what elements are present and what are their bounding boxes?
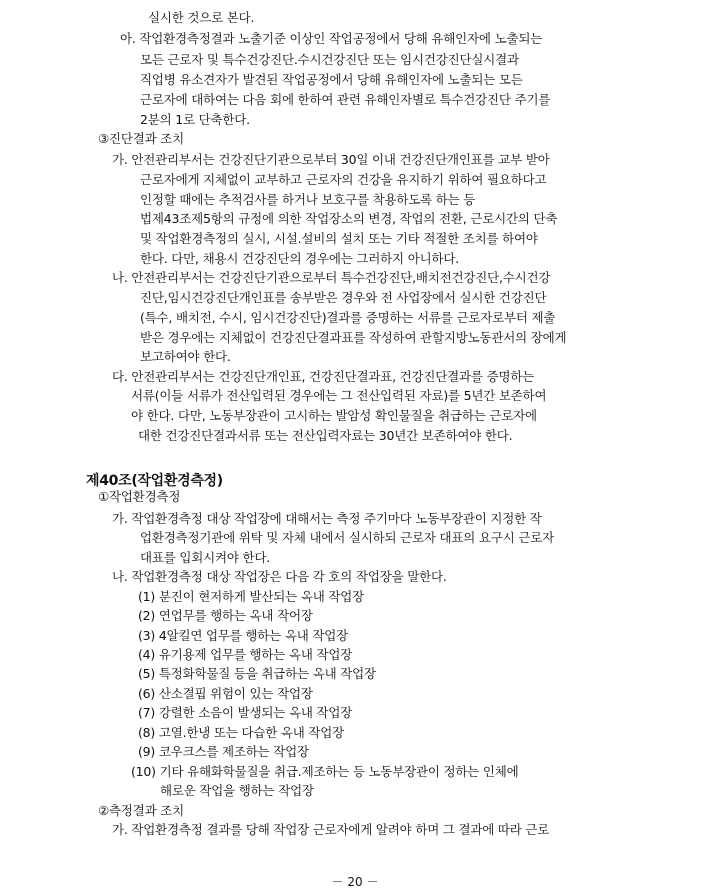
list-item: (3) 4알킬연 업무를 행하는 옥내 작업장 bbox=[138, 628, 348, 643]
list-item: (8) 고열.한냉 또는 다습한 옥내 작업장 bbox=[138, 725, 344, 740]
text-line: 한다. 다만, 채용시 건강진단의 경우에는 그러하지 아니하다. bbox=[140, 251, 459, 266]
text-line: 다. 안전관리부서는 건강진단개인표, 건강진단결과표, 건강진단결과를 증명하는 bbox=[112, 369, 535, 384]
text-line: 근로자에게 지체없이 교부하고 근로자의 건강을 유지하기 위하여 필요하다고 bbox=[140, 172, 547, 187]
list-item: (5) 특정화학물질 등을 취급하는 옥내 작업장 bbox=[138, 666, 376, 681]
text-line: 업환경측정기관에 위탁 및 자체 내에서 실시하되 근로자 대표의 요구시 근로자 bbox=[140, 530, 554, 545]
text-line: 해로운 작업을 행하는 작업장 bbox=[160, 783, 314, 798]
text-line: 서류(이들 서류가 전산입력된 경우에는 그 전산입력된 자료)를 5년간 보존하여 bbox=[131, 388, 547, 403]
text-line: (특수, 배치전, 수시, 임시건강진단)결과를 증명하는 서류를 근로자로부터 제출 bbox=[140, 310, 556, 325]
list-item: (6) 산소결핍 위험이 있는 작업장 bbox=[138, 686, 313, 701]
text-line: 실시한 것으로 본다. bbox=[148, 10, 255, 25]
text-line: 법제43조제5항의 규정에 의한 작업장소의 변경, 작업의 전환, 근로시간의 단축 bbox=[140, 211, 558, 226]
text-line: 대표를 입회시켜야 한다. bbox=[140, 550, 271, 565]
section-label: ①작업환경측정 bbox=[98, 489, 181, 504]
text-line: 가. 작업환경측정 대상 작업장에 대해서는 측정 주기마다 노동부장관이 지정한 작 bbox=[112, 511, 542, 526]
list-item: (2) 연업무를 행하는 옥내 작어장 bbox=[138, 608, 313, 623]
text-line: 가. 작업환경측정 결과를 당해 작업장 근로자에게 알려야 하며 그 결과에 따라 근로 bbox=[112, 822, 550, 837]
list-item: (1) 분진이 현저하게 발산되는 옥내 작업장 bbox=[138, 589, 364, 604]
text-line: 인정할 때에는 추적검사를 하거나 보호구를 착용하도록 하는 등 bbox=[140, 192, 476, 207]
list-item: (10) 기타 유해화학물질을 취급.제조하는 등 노동부장관이 정하는 인체에 bbox=[131, 764, 519, 779]
text-line: 나. 안전관리부서는 건강진단기관으로부터 특수건강진단,배치전건강진단,수시건강 bbox=[112, 270, 551, 285]
text-line: 2분의 1로 단축한다. bbox=[140, 112, 250, 127]
text-line: 진단,임시건강진단개인표를 송부받은 경우와 전 사업장에서 실시한 건강진단 bbox=[140, 290, 547, 305]
text-line: 받은 경우에는 지체없이 건강진단결과표를 작성하여 관할지방노동관서의 장에게 bbox=[140, 330, 567, 345]
text-line: 모든 근로자 및 특수건강진단.수시건강진단 또는 임시건강진단실시결과 bbox=[140, 52, 519, 67]
text-line: 직업병 유소견자가 발견된 작업공정에서 당해 유해인자에 노출되는 모든 bbox=[140, 72, 523, 87]
text-line: 및 작업환경측정의 실시, 시설.설비의 설치 또는 기타 적절한 조치를 하여야 bbox=[140, 231, 538, 246]
page-number: － 20 － bbox=[331, 875, 379, 889]
list-item: (9) 코우크스를 제조하는 작업장 bbox=[138, 744, 309, 759]
text-line: 근로자에 대하여는 다음 회에 한하여 관련 유해인자별로 특수건강진단 주기를 bbox=[140, 92, 551, 107]
list-item: (7) 강렬한 소음이 발생되는 옥내 작업장 bbox=[138, 705, 353, 720]
article-heading: 제40조(작업환경측정) bbox=[86, 473, 223, 489]
section-label: ③진단결과 조치 bbox=[98, 131, 185, 146]
text-line: 대한 건강진단결과서류 또는 전산입력자료는 30년간 보존하여야 한다. bbox=[138, 428, 513, 443]
list-item: (4) 유기용제 업무를 행하는 옥내 작업장 bbox=[138, 647, 353, 662]
text-line: 아. 작업환경측정결과 노출기준 이상인 작업공정에서 당해 유해인자에 노출되는 bbox=[120, 31, 543, 46]
text-line: 가. 안전관리부서는 건강진단기관으로부터 30일 이내 건강진단개인표를 교부 받아 bbox=[112, 152, 550, 167]
text-line: 나. 작업환경측정 대상 작업장은 다음 각 호의 작업장을 말한다. bbox=[112, 569, 447, 584]
section-label: ②측정결과 조치 bbox=[98, 803, 185, 818]
text-line: 야 한다. 다만, 노동부장관이 고시하는 발암성 확인물질을 취급하는 근로자에 bbox=[131, 408, 537, 423]
text-line: 보고하여야 한다. bbox=[140, 349, 231, 364]
